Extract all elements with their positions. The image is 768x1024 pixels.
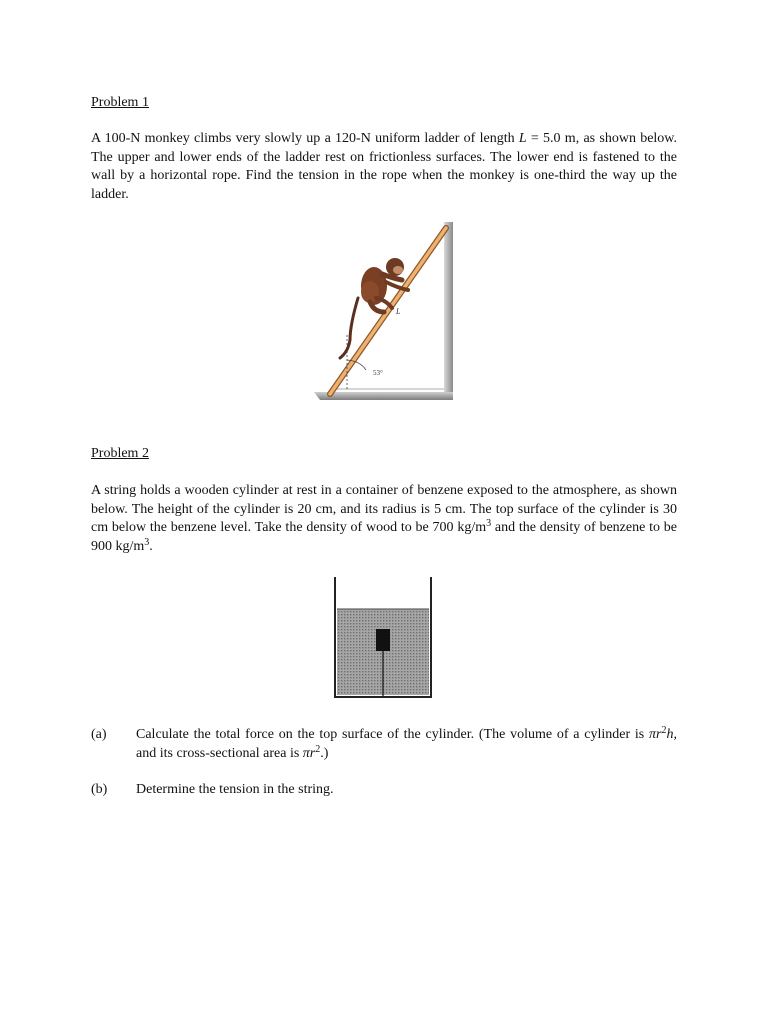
wooden-cylinder (376, 629, 390, 651)
volume-formula-base: πr (649, 727, 662, 742)
problem-1-text-a: A 100-N monkey climbs very slowly up a 120-N uniform ladder of length (91, 131, 519, 146)
part-b-text: Determine the tension in the string. (136, 782, 334, 797)
problem-2-text-b: and the density of benzene to be 900 kg/m (91, 520, 677, 554)
part-a (91, 725, 677, 765)
volume-formula-exponent: 2 (661, 725, 667, 736)
cylinder-container-figure (332, 575, 434, 701)
problem-2-text-a: A string holds a wooden cylinder at rest in a container of benzene exposed to the atmosphere, as shown below. The height of the cylinder is 20 cm, and its radius is 5 cm. The top surface of the cylinder is 30 cm below the benzene level. Take the density of wood to be 700 kg/m (91, 483, 677, 535)
problem-1-heading: Problem 1 (91, 95, 149, 110)
problem-2-text (91, 482, 677, 556)
ladder-length-variable: L (518, 131, 527, 146)
area-formula-base: πr (302, 746, 316, 761)
wall (444, 222, 453, 400)
cubic-exponent-1: 3 (486, 518, 492, 529)
part-b-label: (b) (91, 782, 108, 797)
problem-1-text (91, 130, 677, 204)
problem-1-text-b: = 5.0 m, as shown below. The upper and lower ends of the ladder rest on frictionless surfaces. The lower end is fastened to the wall by a horizontal rope. Find the tension in the rope when the monkey is one-third the way up the ladder. (91, 131, 678, 202)
floor (314, 392, 453, 400)
part-a-label: (a) (91, 727, 107, 742)
angle-label: 53° (373, 369, 383, 377)
part-a-text-1: Calculate the total force on the top surface of the cylinder. (The volume of a cylinder is (136, 727, 650, 742)
area-formula-exponent: 2 (315, 744, 321, 755)
part-a-text (136, 725, 677, 763)
ladder-length-label: L (396, 307, 401, 316)
part-b (91, 780, 677, 800)
monkey-ladder-figure (310, 220, 460, 406)
part-a-text-2: , and its cross-sectional area is (136, 727, 677, 761)
cubic-exponent-2: 3 (144, 536, 150, 548)
volume-formula-height: h (666, 727, 674, 742)
problem-2-heading: Problem 2 (91, 446, 149, 461)
problem-2-text-c: . (149, 538, 153, 554)
part-a-text-3: .) (320, 746, 329, 761)
ladder-highlight (330, 228, 446, 394)
